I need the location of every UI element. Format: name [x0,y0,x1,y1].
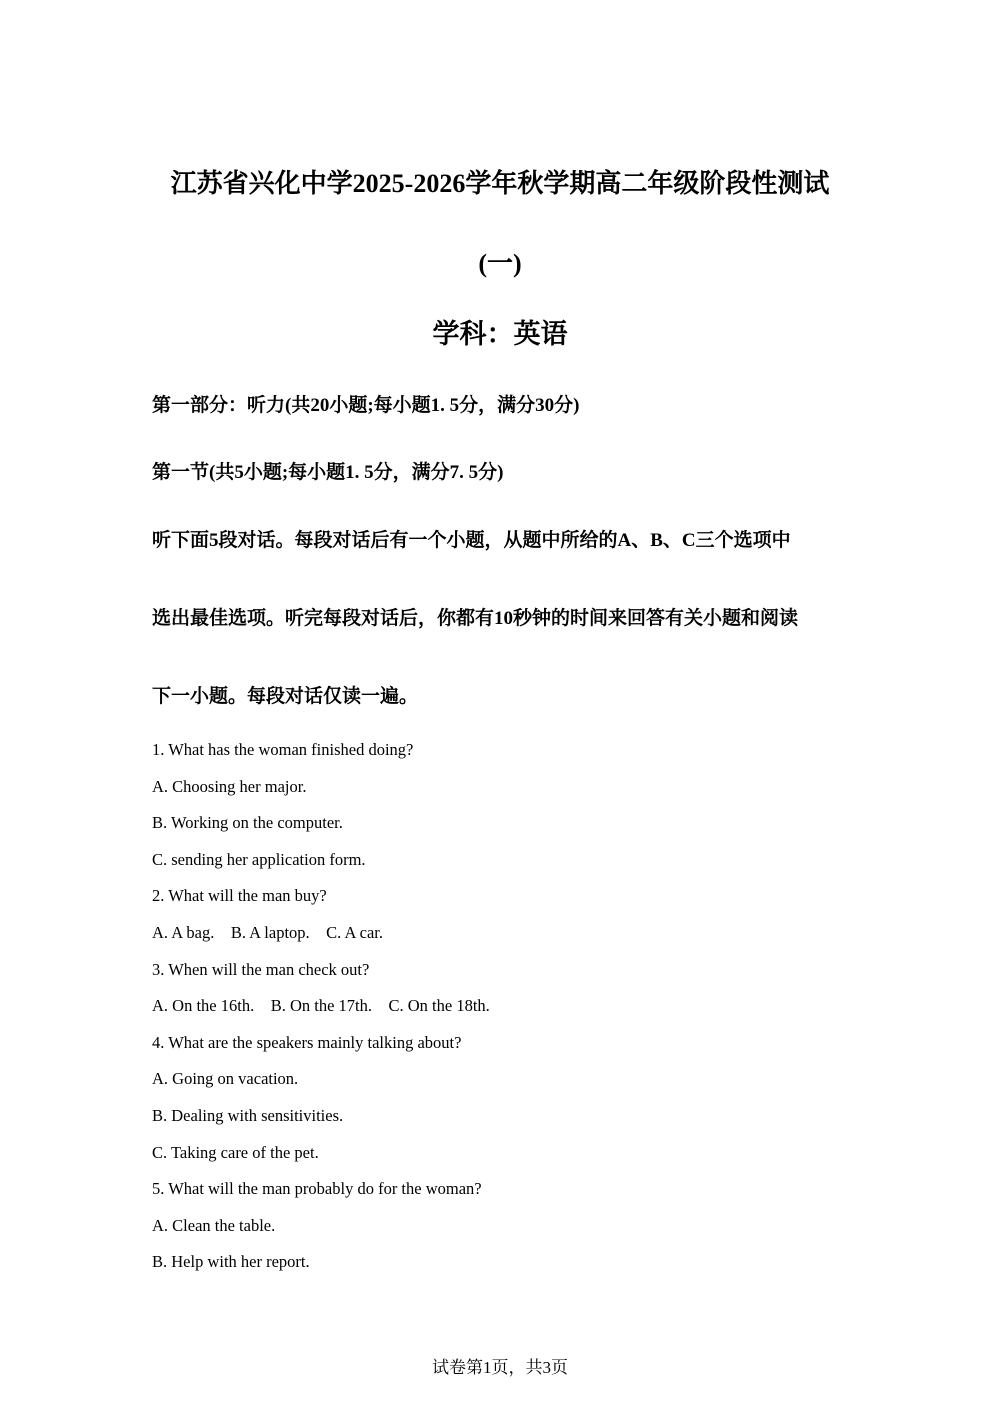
section-heading: 第一节(共5小题;每小题1. 5分，满分7. 5分) [152,462,504,483]
subject-title: 学科：英语 [432,319,568,349]
option-line: B. Working on the computer. [152,813,343,833]
option-line: A. A bag. B. A laptop. C. A car. [152,922,384,942]
question-3: 3. When will the man check out? [152,959,370,979]
question-1: 1. What has the woman finished doing? [152,740,414,759]
question-list [152,738,852,1287]
page-footer: 试卷第1页，共3页 [432,1358,568,1377]
option-line: A. Clean the table. [152,1215,276,1235]
question-2: 2. What will the man buy? [152,886,327,906]
instruction-line: 下一小题。每段对话仅读一遍。 [152,686,419,707]
option-line: A. Going on vacation. [152,1069,299,1089]
question-5: 5. What will the man probably do for the woman? [152,1179,482,1199]
exam-title-number: (一) [478,249,522,278]
exam-title: 江苏省兴化中学2025-2026学年秋学期高二年级阶段性测试 [170,169,830,198]
option-line: C. Taking care of the pet. [152,1142,319,1162]
option-line: A. Choosing her major. [152,776,307,796]
instruction-line: 选出最佳选项。听完每段对话后，你都有10秒钟的时间来回答有关小题和阅读 [152,608,799,629]
question-4: 4. What are the speakers mainly talking about? [152,1032,462,1052]
option-line: A. On the 16th. B. On the 17th. C. On the 18th. [152,996,490,1016]
option-line: C. sending her application form. [152,849,366,869]
instruction-line: 听下面5段对话。每段对话后有一个小题，从题中所给的A、B、C三个选项中 [152,530,791,551]
part-heading: 第一部分：听力(共20小题;每小题1. 5分，满分30分) [152,395,580,416]
option-line: B. Dealing with sensitivities. [152,1105,344,1125]
option-line: B. Help with her report. [152,1252,310,1272]
